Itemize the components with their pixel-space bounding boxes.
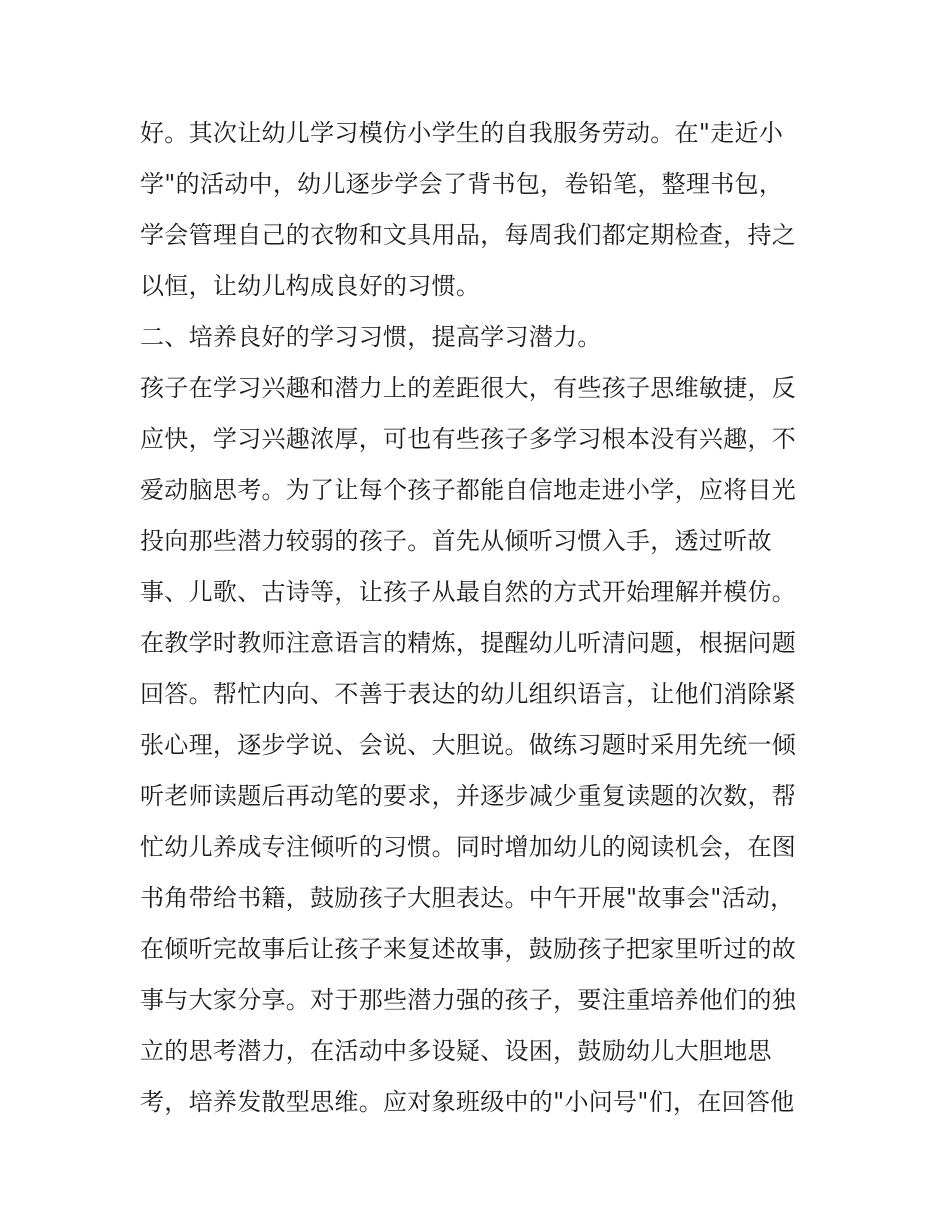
section-heading: 二、培养良好的学习习惯，提高学习潜力。 bbox=[140, 323, 602, 351]
text-line: 爱动脑思考。为了让每个孩子都能自信地走进小学，应将目光 bbox=[140, 476, 797, 504]
text-line: 学"的活动中，幼儿逐步学会了背书包，卷铅笔，整理书包， bbox=[140, 170, 784, 198]
text-line: 学会管理自己的衣物和文具用品，每周我们都定期检查，持之 bbox=[140, 221, 797, 249]
body-text bbox=[140, 108, 820, 1128]
text-line: 投向那些潜力较弱的孩子。首先从倾听习惯入手，透过听故 bbox=[140, 527, 772, 555]
text-line: 孩子在学习兴趣和潜力上的差距很大，有些孩子思维敏捷，反 bbox=[140, 374, 797, 402]
text-line: 在倾听完故事后让孩子来复述故事，鼓励孩子把家里听过的故 bbox=[140, 935, 797, 963]
text-line: 忙幼儿养成专注倾听的习惯。同时增加幼儿的阅读机会，在图 bbox=[140, 833, 797, 861]
text-line: 听老师读题后再动笔的要求，并逐步减少重复读题的次数，帮 bbox=[140, 782, 797, 810]
text-line: 以恒，让幼儿构成良好的习惯。 bbox=[140, 272, 481, 300]
text-line: 好。其次让幼儿学习模仿小学生的自我服务劳动。在"走近小 bbox=[140, 119, 784, 147]
text-line: 应快，学习兴趣浓厚，可也有些孩子多学习根本没有兴趣，不 bbox=[140, 425, 797, 453]
text-line: 考，培养发散型思维。应对象班级中的"小问号"们，在回答他 bbox=[140, 1088, 795, 1116]
text-line: 回答。帮忙内向、不善于表达的幼儿组织语言，让他们消除紧 bbox=[140, 680, 797, 708]
text-line: 张心理，逐步学说、会说、大胆说。做练习题时采用先统一倾 bbox=[140, 731, 797, 759]
text-line: 事与大家分享。对于那些潜力强的孩子，要注重培养他们的独 bbox=[140, 986, 797, 1014]
text-line: 在教学时教师注意语言的精炼，提醒幼儿听清问题，根据问题 bbox=[140, 629, 797, 657]
text-line: 事、儿歌、古诗等，让孩子从最自然的方式开始理解并模仿。 bbox=[140, 578, 797, 606]
text-line: 书角带给书籍，鼓励孩子大胆表达。中午开展"故事会"活动， bbox=[140, 884, 795, 912]
text-line: 立的思考潜力，在活动中多设疑、设困，鼓励幼儿大胆地思 bbox=[140, 1037, 772, 1065]
